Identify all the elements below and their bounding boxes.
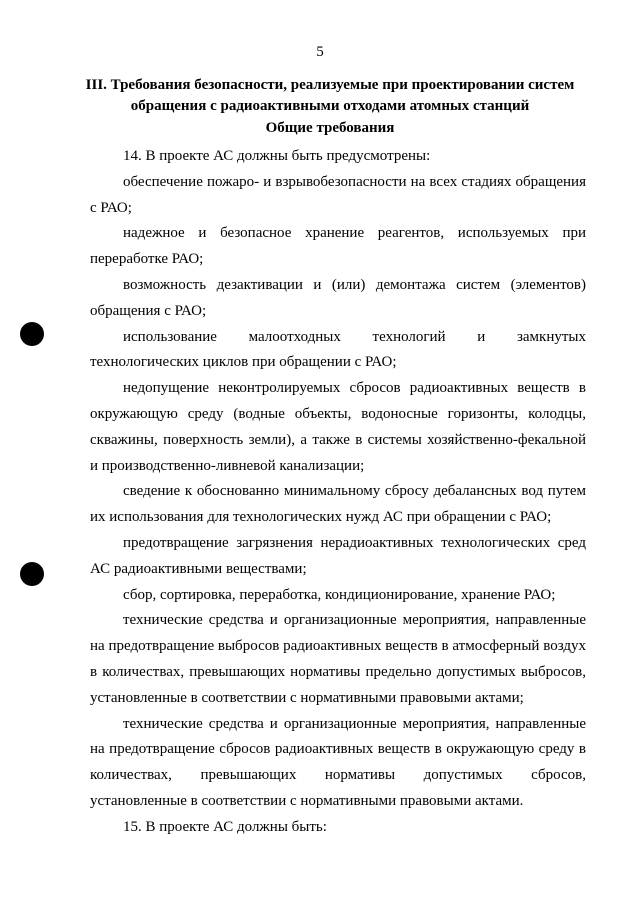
paragraph: использование малоотходных технологий и замкнутых технологических циклов при обращении с РАО; [90,328,586,371]
paragraph: предотвращение загрязнения нерадиоактивных технологических сред АС радиоактивными веществами; [90,534,586,577]
section-title-line: обращения с радиоактивными отходами атомных станций [130,98,530,114]
paragraph: технические средства и организационные мероприятия, направленные на предотвращение выбросов радиоактивных веществ в атмосферный воздух в количествах, превышающих нормативы предельно допустимых выбросов, установленные в соответствии с нормативными правовыми актами; [90,612,586,706]
section-title [60,75,600,117]
paragraph: надежное и безопасное хранение реагентов, используемых при переработке РАО; [90,225,586,268]
paragraph: 15. В проекте АС должны быть: [123,818,327,835]
body-text [90,144,586,841]
paragraph: 14. В проекте АС должны быть предусмотрены: [123,148,431,164]
section-title-line: III. Требования безопасности, реализуемые при проектировании систем [85,77,575,93]
paragraph: технические средства и организационные мероприятия, направленные на предотвращение сбросов радиоактивных веществ в окружающую среду в количествах, превышающих нормативы допустимых сбросов, установленные в соответствии с нормативными правовыми актами. [90,715,586,809]
subsection-title: Общие требования [265,120,395,136]
paragraph: возможность дезактивации и (или) демонтажа систем (элементов) обращения с РАО; [90,276,586,319]
paragraph: сбор, сортировка, переработка, кондиционирование, хранение РАО; [123,586,556,603]
paragraph: сведение к обоснованно минимальному сбросу дебалансных вод путем их использования для технологических нужд АС при обращении с РАО; [90,483,586,526]
paragraph: обеспечение пожаро- и взрывобезопасности на всех стадиях обращения с РАО; [90,173,586,216]
paragraph: недопущение неконтролируемых сбросов радиоактивных веществ в окружающую среду (водные объекты, водоносные горизонты, колодцы, скважины, поверхность земли), а также в системы хозяйственно-фекальной и производственно-ливневой канализации; [90,380,586,474]
punch-hole-mark [20,322,44,346]
punch-hole-mark [20,562,44,586]
page-number: 5 [316,44,324,60]
